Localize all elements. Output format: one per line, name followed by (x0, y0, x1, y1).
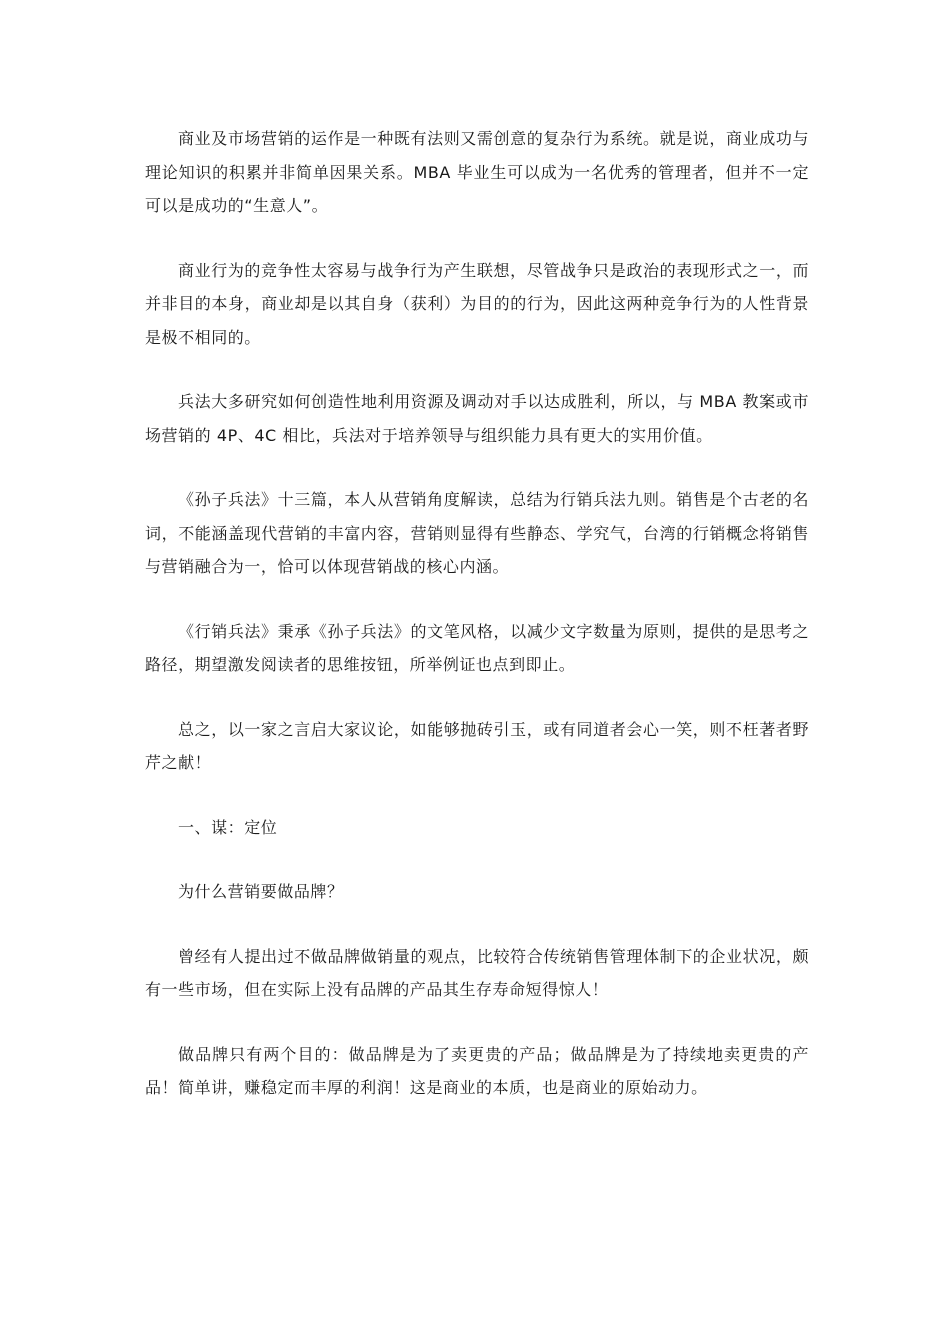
paragraph-intro-4: 《孙子兵法》十三篇，本人从营销角度解读，总结为行销兵法九则。销售是个古老的名词，不能涵盖现代营销的丰富内容，营销则显得有些静态、学究气，台湾的行销概念将销售与营销融合为一，恰可以体现营销战的核心内涵。 (145, 490, 809, 576)
paragraph-intro-1: 商业及市场营销的运作是一种既有法则又需创意的复杂行为系统。就是说，商业成功与理论知识的积累并非简单因果关系。MBA 毕业生可以成为一名优秀的管理者，但并不一定可以是成功的“生意人”。 (145, 129, 809, 215)
paragraph-intro-6: 总之，以一家之言启大家议论，如能够抛砖引玉，或有同道者会心一笑，则不枉著者野芹之献！ (145, 719, 809, 772)
paragraph-body-2: 做品牌只有两个目的：做品牌是为了卖更贵的产品；做品牌是为了持续地卖更贵的产品！简单讲，赚稳定而丰厚的利润！这是商业的本质，也是商业的原始动力。 (145, 1044, 809, 1097)
section-heading: 一、谋：定位 (178, 817, 278, 837)
paragraph-intro-3: 兵法大多研究如何创造性地利用资源及调动对手以达成胜利，所以，与 MBA 教案或市场营销的 4P、4C 相比，兵法对于培养领导与组织能力具有更大的实用价值。 (145, 392, 809, 445)
paragraph-intro-5: 《行销兵法》秉承《孙子兵法》的文笔风格，以减少文字数量为原则，提供的是思考之路径，期望激发阅读者的思维按钮，所举例证也点到即止。 (145, 621, 809, 674)
section-question: 为什么营销要做品牌？ (178, 882, 344, 901)
paragraph-body-1: 曾经有人提出过不做品牌做销量的观点，比较符合传统销售管理体制下的企业状况，颇有一些市场，但在实际上没有品牌的产品其生存寿命短得惊人！ (145, 946, 809, 999)
paragraph-intro-2: 商业行为的竞争性太容易与战争行为产生联想，尽管战争只是政治的表现形式之一，而并非目的本身，商业却是以其自身（获利）为目的的行为，因此这两种竞争行为的人性背景是极不相同的。 (145, 260, 809, 347)
document-body (145, 122, 809, 1136)
